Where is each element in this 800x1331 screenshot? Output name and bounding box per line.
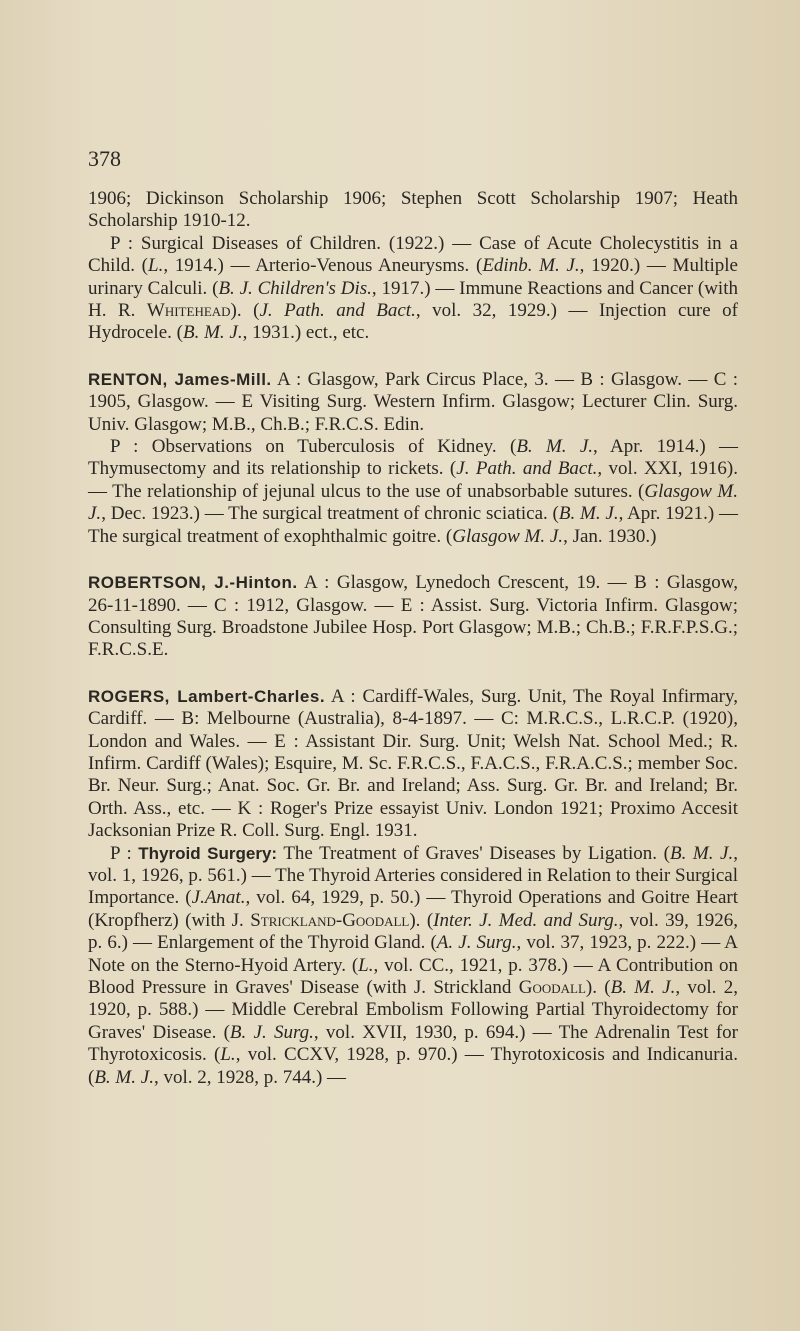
- page-number: 378: [88, 146, 121, 171]
- rogers-publications: P : Thyroid Surgery: The Treatment of Graves' Diseases by Ligation. (B. M. J., vol. 1, 1926, p. 561.) — The Thyroid Arteries considered in Relation to their Surgical Importance. (J.Anat., vol. 64, 1929, p. 50.) — Thyroid Operations and Goitre Heart (Kropfherz) (with J. Strickland-Goodall). (Inter. J. Med. and Surg., vol. 39, 1926, p. 6.) — Enlargement of the Thyroid Gland. (A. J. Surg., vol. 37, 1923, p. 222.) — A Note on the Sterno-Hyoid Artery. (L., vol. CC., 1921, p. 378.) — A Contribution on Blood Pressure in Graves' Disease (with J. Strickland Goodall). (B. M. J., vol. 2, 1920, p. 588.) — Middle Cerebral Embolism Following Partial Thyroidectomy for Graves' Disease. (B. J. Surg., vol. XVII, 1930, p. 694.) — The Adrenalin Test for Thyrotoxicosis. (L., vol. CCXV, 1928, p. 970.) — Thyrotoxicosis and Indicanuria. (B. M. J., vol. 2, 1928, p. 744.) —: [88, 842, 739, 1088]
- entry-name: ROBERTSON, J.-Hinton.: [88, 573, 298, 593]
- robertson-info: ROBERTSON, J.-Hinton. A : Glasgow, Lynedoch Crescent, 19. — B : Glasgow, 26-11-1890. — C : 1912, Glasgow. — E : Assist. Surg. Victoria Infirm. Glasgow; Consulting Surg. Broadstone Jubilee Hosp. Port Glasgow; M.B.; Ch.B.; F.R.F.P.S.G.; F.R.C.S.E.: [88, 572, 738, 661]
- entry-renton: [88, 369, 738, 548]
- entry-name: ROGERS, Lambert-Charles.: [88, 686, 326, 706]
- renton-publications: P : Observations on Tuberculosis of Kidney. (B. M. J., Apr. 1914.) — Thymusectomy and its relationship to rickets. (J. Path. and Bact., vol. XXI, 1916). — The relationship of jejunal ulcus to the use of unabsorbable sutures. (Glasgow M. J., Dec. 1923.) — The surgical treatment of chronic sciatica. (B. M. J., Apr. 1921.) — The surgical treatment of exophthalmic goitre. (Glasgow M. J., Jan. 1930.): [88, 436, 739, 547]
- renton-info: RENTON, James-Mill. A : Glasgow, Park Circus Place, 3. — B : Glasgow. — C : 1905, Glasgow. — E Visiting Surg. Western Infirm. Glasgow; Lecturer Clin. Surg. Univ. Glasgow; M.B., Ch.B.; F.R.C.S. Edin.: [88, 368, 738, 435]
- continuation-publications: P : Surgical Diseases of Children. (1922.) — Case of Acute Cholecystitis in a Child. (L., 1914.) — Arterio-Venous Aneurysms. (Edinb. M. J., 1920.) — Multiple urinary Calculi. (B. J. Children's Dis., 1917.) — Immune Reactions and Cancer (with H. R. Whitehead). (J. Path. and Bact., vol. 32, 1929.) — Injection cure of Hydrocele. (B. M. J., 1931.) ect., etc.: [88, 232, 738, 344]
- continuation-head: 1906; Dickinson Scholarship 1906; Stephen Scott Scholarship 1907; Heath Scholarship 1910-12.: [88, 188, 738, 232]
- subject-heading: Thyroid Surgery:: [138, 843, 278, 863]
- entry-robertson: [88, 572, 738, 662]
- entry-rogers: [88, 686, 738, 1089]
- page-body: [88, 188, 738, 1089]
- rogers-info: ROGERS, Lambert-Charles. A : Cardiff-Wales, Surg. Unit, The Royal Infirmary, Cardiff. — B: Melbourne (Australia), 8-4-1897. — C: M.R.C.S., L.R.C.P. (1920), London and Wales. — E : Assistant Dir. Surg. Unit; Welsh Nat. School Med.; R. Infirm. Cardiff (Wales); Esquire, M. Sc. F.R.C.S., F.A.C.S., F.R.A.C.S.; member Soc. Br. Neur. Surg.; Anat. Soc. Gr. Br. and Ireland; Ass. Surg. Gr. Br. and Ireland; Br. Orth. Ass., etc. — K : Roger's Prize essayist Univ. London 1921; Proximo Accesit Jacksonian Prize R. Coll. Surg. Engl. 1931.: [88, 685, 739, 842]
- entry-continuation: [88, 188, 738, 345]
- entry-name: RENTON, James-Mill.: [88, 369, 272, 389]
